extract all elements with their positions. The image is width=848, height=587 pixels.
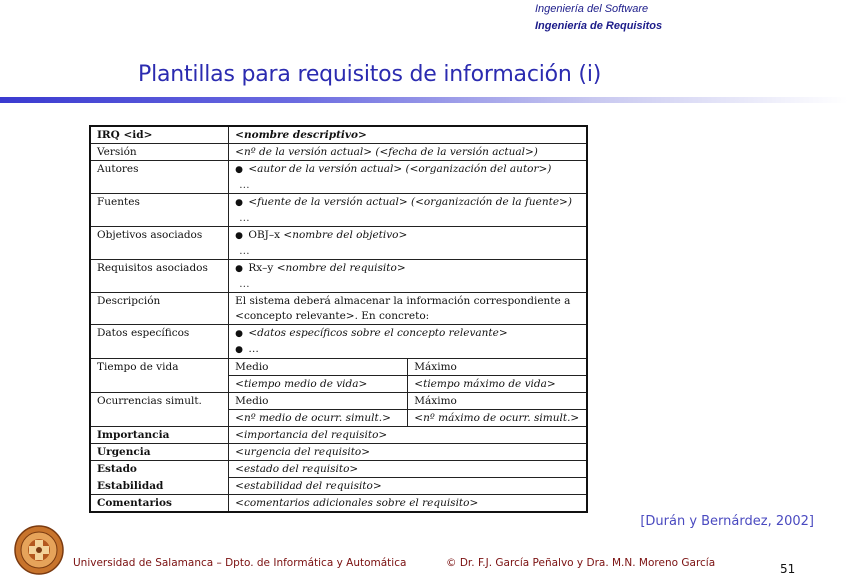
requisitos-text: <nombre del requisito> [276,262,406,274]
row-key-irq: IRQ <id> [90,126,229,144]
row-key-descripcion: Descripción [90,293,229,325]
ocurrencias-maximo-value: <nº máximo de ocurr. simult.> [408,410,587,427]
row-value-autores [229,161,587,194]
row-key-estado: Estado [90,461,229,478]
fuentes-ellipsis: … [239,212,250,224]
row-value-urgencia: <urgencia del requisito> [229,444,587,461]
tiempo-maximo-label: Máximo [408,359,587,376]
table-row [90,359,587,376]
autores-text: <autor de la versión actual> (<organización del autor>) [248,163,552,175]
row-value-estado: <estado del requisito> [229,461,587,478]
bullet-icon: ● [235,264,243,274]
row-key-datos: Datos específicos [90,325,229,359]
row-value-datos [229,325,587,359]
requirement-template-table [89,125,588,513]
table-row [90,293,587,325]
row-value-version: <nº de la versión actual> (<fecha de la versión actual>) [229,144,587,161]
row-key-requisitos: Requisitos asociados [90,260,229,293]
row-value-estabilidad: <estabilidad del requisito> [229,478,587,495]
table-row [90,495,587,513]
bullet-icon: ● [235,231,243,241]
row-key-fuentes: Fuentes [90,194,229,227]
table-row [90,194,587,227]
bullet-icon: ● [235,198,243,208]
row-key-urgencia: Urgencia [90,444,229,461]
row-value-importancia: <importancia del requisito> [229,427,587,444]
university-seal-icon [14,525,64,575]
citation: [Durán y Bernárdez, 2002] [640,514,814,529]
objetivos-prefix: OBJ–x [248,229,284,241]
page-number: 51 [780,562,796,576]
row-key-tiempo: Tiempo de vida [90,359,229,393]
row-key-version: Versión [90,144,229,161]
tiempo-medio-label: Medio [229,359,408,376]
row-key-estabilidad: Estabilidad [90,478,229,495]
header-topic: Ingeniería de Requisitos [535,20,663,32]
row-value-descripcion: El sistema deberá almacenar la información correspondiente a <concepto relevante>. En concreto: [229,293,587,325]
row-value-objetivos [229,227,587,260]
table-row [90,444,587,461]
slide-title: Plantillas para requisitos de información (i) [138,62,602,87]
row-value-irq: <nombre descriptivo> [229,126,587,144]
row-value-comentarios: <comentarios adicionales sobre el requisito> [229,495,587,513]
bullet-icon: ● [235,329,243,339]
row-key-objetivos: Objetivos asociados [90,227,229,260]
table-row [90,161,587,194]
table-row [90,325,587,359]
row-value-requisitos [229,260,587,293]
requisitos-ellipsis: … [239,278,250,290]
table-row [90,393,587,410]
table-row [90,461,587,478]
datos-ellipsis: … [248,343,259,355]
bullet-icon: ● [235,165,243,175]
table-row [90,260,587,293]
table-row [90,478,587,495]
tiempo-medio-value: <tiempo medio de vida> [229,376,408,393]
row-key-importancia: Importancia [90,427,229,444]
fuentes-text: <fuente de la versión actual> (<organización de la fuente>) [248,196,572,208]
title-underline-bar [0,97,848,103]
ocurrencias-maximo-label: Máximo [408,393,587,410]
row-value-fuentes [229,194,587,227]
row-key-comentarios: Comentarios [90,495,229,513]
ocurrencias-medio-value: <nº medio de ocurr. simult.> [229,410,408,427]
ocurrencias-medio-label: Medio [229,393,408,410]
tiempo-maximo-value: <tiempo máximo de vida> [408,376,587,393]
datos-text: <datos específicos sobre el concepto relevante> [248,327,508,339]
table-row [90,227,587,260]
row-key-autores: Autores [90,161,229,194]
objetivos-text: <nombre del objetivo> [283,229,408,241]
table-row [90,144,587,161]
footer-authors: © Dr. F.J. García Peñalvo y Dra. M.N. Moreno García [446,557,716,569]
row-key-ocurrencias: Ocurrencias simult. [90,393,229,427]
objetivos-ellipsis: … [239,245,250,257]
header-subject: Ingeniería del Software [535,3,649,15]
autores-ellipsis: … [239,179,250,191]
table-row [90,126,587,144]
bullet-icon: ● [235,345,243,355]
footer-institution: Universidad de Salamanca – Dpto. de Informática y Automática [73,557,407,569]
requisitos-prefix: Rx–y [248,262,277,274]
table-row [90,427,587,444]
